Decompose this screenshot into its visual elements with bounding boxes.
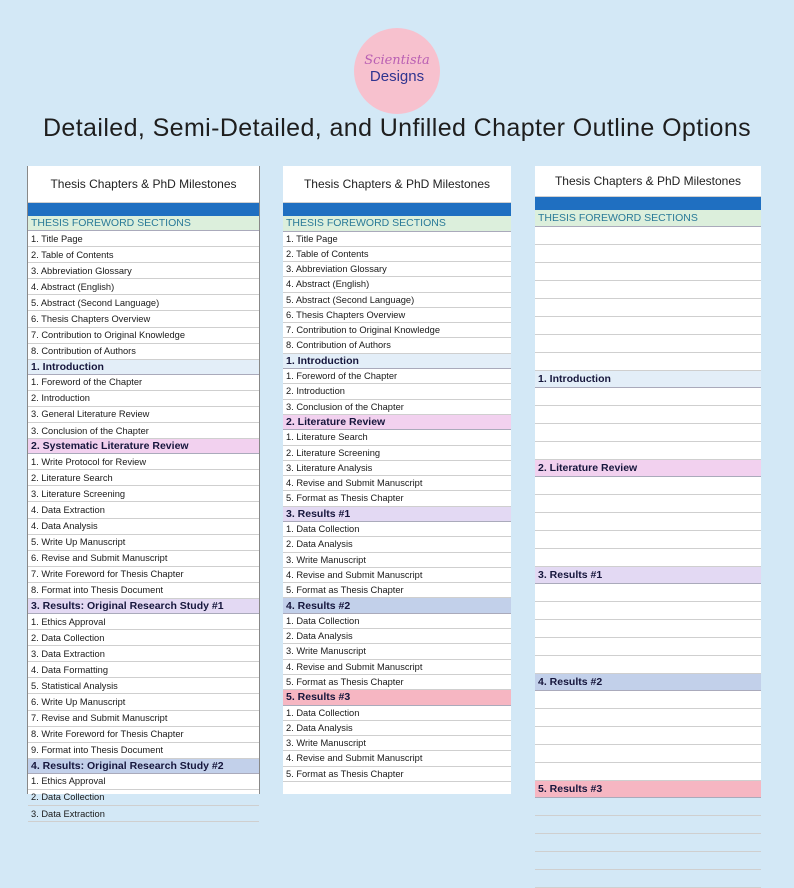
- outline-row: [535, 638, 761, 656]
- outline-row: 2. Literature Screening: [283, 446, 511, 461]
- outline-row: 2. Literature Search: [28, 470, 259, 486]
- outline-row: 3. Abbreviation Glossary: [28, 263, 259, 279]
- logo-brand-text: Designs: [369, 67, 425, 85]
- outline-row: 3. Write Manuscript: [283, 736, 511, 751]
- outline-row: [535, 852, 761, 870]
- outline-row: 2. Data Analysis: [283, 721, 511, 736]
- outline-row: 5. Format as Thesis Chapter: [283, 491, 511, 506]
- outline-row: [535, 299, 761, 317]
- outline-row: [535, 513, 761, 531]
- outline-row: 2. Data Collection: [28, 790, 259, 806]
- outline-title: Thesis Chapters & PhD Milestones: [28, 166, 259, 203]
- outline-row: [535, 763, 761, 781]
- outline-row: 5. Format as Thesis Chapter: [283, 767, 511, 782]
- outline-row: [535, 691, 761, 709]
- logo-script-text: Scientista: [364, 52, 430, 68]
- page-headline: Detailed, Semi-Detailed, and Unfilled Chapter Outline Options: [42, 114, 752, 142]
- outline-row: [535, 656, 761, 674]
- outline-row: 1. Data Collection: [283, 522, 511, 537]
- outline-row: 3. Write Manuscript: [283, 644, 511, 659]
- outline-row: 1. Ethics Approval: [28, 774, 259, 790]
- outline-row: 3. Write Manuscript: [283, 553, 511, 568]
- outline-row: 1. Title Page: [28, 231, 259, 247]
- outline-row: 5. Statistical Analysis: [28, 678, 259, 694]
- outline-row: 4. Data Formatting: [28, 662, 259, 678]
- outline-row: 2. Introduction: [28, 391, 259, 407]
- outline-row: 5. Write Up Manuscript: [28, 535, 259, 551]
- outline-row: [535, 317, 761, 335]
- outline-row: [535, 816, 761, 834]
- header-bar: [283, 203, 511, 216]
- outline-row: [535, 263, 761, 281]
- outline-row: [535, 798, 761, 816]
- outline-row: 7. Contribution to Original Knowledge: [28, 328, 259, 344]
- outline-detailed: [27, 166, 260, 819]
- outline-rows: [535, 210, 761, 888]
- section-header-res3: 5. Results #3: [535, 781, 761, 798]
- section-header-res1: 3. Results: Original Research Study #1: [28, 599, 259, 614]
- outline-row: 5. Format as Thesis Chapter: [283, 675, 511, 690]
- section-header-lit: 2. Literature Review: [535, 460, 761, 477]
- outline-row: 1. Foreword of the Chapter: [283, 369, 511, 384]
- section-header-res1: 3. Results #1: [535, 567, 761, 584]
- outline-row: [535, 602, 761, 620]
- outline-row: [535, 388, 761, 406]
- section-header-res2: 4. Results: Original Research Study #2: [28, 759, 259, 774]
- outline-row: 3. Literature Screening: [28, 486, 259, 502]
- section-header-lit: 2. Literature Review: [283, 415, 511, 431]
- outline-row: [535, 406, 761, 424]
- outline-row: 1. Foreword of the Chapter: [28, 375, 259, 391]
- outline-row: [535, 245, 761, 263]
- outline-row: 7. Contribution to Original Knowledge: [283, 323, 511, 338]
- section-header-fw: THESIS FOREWORD SECTIONS: [283, 216, 511, 232]
- outline-row: [535, 477, 761, 495]
- outline-row: 6. Revise and Submit Manuscript: [28, 551, 259, 567]
- outline-row: 1. Write Protocol for Review: [28, 454, 259, 470]
- outline-row: 2. Table of Contents: [283, 247, 511, 262]
- outline-row: 3. Abbreviation Glossary: [283, 262, 511, 277]
- outline-row: [535, 549, 761, 567]
- section-header-res1: 3. Results #1: [283, 507, 511, 523]
- outline-row: [535, 227, 761, 245]
- outline-row: 2. Data Collection: [28, 630, 259, 646]
- outline-row: 1. Title Page: [283, 232, 511, 247]
- outline-row: [535, 620, 761, 638]
- outline-row: [535, 745, 761, 763]
- outline-row: 1. Literature Search: [283, 430, 511, 445]
- outline-row: 3. Data Extraction: [28, 646, 259, 662]
- section-header-res2: 4. Results #2: [535, 674, 761, 691]
- outline-row: 8. Contribution of Authors: [283, 338, 511, 353]
- outline-row: 8. Format into Thesis Document: [28, 583, 259, 599]
- outline-row: 2. Data Analysis: [283, 537, 511, 552]
- section-header-fw: THESIS FOREWORD SECTIONS: [535, 210, 761, 227]
- outline-row: 8. Contribution of Authors: [28, 344, 259, 360]
- outline-row: 1. Ethics Approval: [28, 614, 259, 630]
- outline-row: 9. Format into Thesis Document: [28, 743, 259, 759]
- section-header-res3: 5. Results #3: [283, 690, 511, 706]
- outline-row: [535, 531, 761, 549]
- outline-row: 4. Revise and Submit Manuscript: [283, 568, 511, 583]
- outline-row: 3. General Literature Review: [28, 407, 259, 423]
- outline-row: 3. Conclusion of the Chapter: [283, 400, 511, 415]
- outline-row: 6. Thesis Chapters Overview: [283, 308, 511, 323]
- outline-rows: [28, 216, 259, 822]
- section-header-intro: 1. Introduction: [283, 354, 511, 370]
- outline-semi-detailed: [283, 166, 511, 794]
- outline-row: 3. Data Extraction: [28, 806, 259, 822]
- section-header-res2: 4. Results #2: [283, 598, 511, 614]
- outline-row: 5. Abstract (Second Language): [28, 295, 259, 311]
- outline-row: 4. Data Analysis: [28, 519, 259, 535]
- outline-row: 4. Revise and Submit Manuscript: [283, 660, 511, 675]
- outline-row: [535, 727, 761, 745]
- outline-row: [535, 424, 761, 442]
- outline-row: [535, 584, 761, 602]
- outline-row: 6. Write Up Manuscript: [28, 694, 259, 710]
- outline-rows: [283, 216, 511, 782]
- outline-title: Thesis Chapters & PhD Milestones: [283, 166, 511, 203]
- outline-unfilled: [535, 166, 761, 794]
- outline-row: [535, 442, 761, 460]
- brand-logo: [354, 28, 440, 114]
- section-header-lit: 2. Systematic Literature Review: [28, 439, 259, 454]
- outline-row: 4. Revise and Submit Manuscript: [283, 751, 511, 766]
- section-header-intro: 1. Introduction: [28, 360, 259, 375]
- outline-row: [535, 870, 761, 888]
- outline-row: 7. Write Foreword for Thesis Chapter: [28, 567, 259, 583]
- section-header-fw: THESIS FOREWORD SECTIONS: [28, 216, 259, 231]
- outline-row: [535, 495, 761, 513]
- section-header-intro: 1. Introduction: [535, 371, 761, 388]
- outline-title: Thesis Chapters & PhD Milestones: [535, 166, 761, 197]
- outline-row: 2. Table of Contents: [28, 247, 259, 263]
- outline-row: [535, 709, 761, 727]
- outline-row: 8. Write Foreword for Thesis Chapter: [28, 727, 259, 743]
- outline-row: 1. Data Collection: [283, 614, 511, 629]
- outline-row: [535, 353, 761, 371]
- outline-row: 2. Introduction: [283, 384, 511, 399]
- outline-row: 4. Abstract (English): [28, 279, 259, 295]
- outline-row: 4. Revise and Submit Manuscript: [283, 476, 511, 491]
- outline-row: 3. Conclusion of the Chapter: [28, 423, 259, 439]
- outline-row: 5. Abstract (Second Language): [283, 293, 511, 308]
- outline-row: 5. Format as Thesis Chapter: [283, 583, 511, 598]
- outline-row: 7. Revise and Submit Manuscript: [28, 711, 259, 727]
- outline-row: 3. Literature Analysis: [283, 461, 511, 476]
- outline-row: 4. Abstract (English): [283, 277, 511, 292]
- outline-row: 4. Data Extraction: [28, 502, 259, 518]
- outline-row: 1. Data Collection: [283, 706, 511, 721]
- outline-row: 6. Thesis Chapters Overview: [28, 311, 259, 327]
- header-bar: [28, 203, 259, 216]
- outline-row: [535, 335, 761, 353]
- outline-row: [535, 834, 761, 852]
- outline-row: 2. Data Analysis: [283, 629, 511, 644]
- outline-row: [535, 281, 761, 299]
- header-bar: [535, 197, 761, 210]
